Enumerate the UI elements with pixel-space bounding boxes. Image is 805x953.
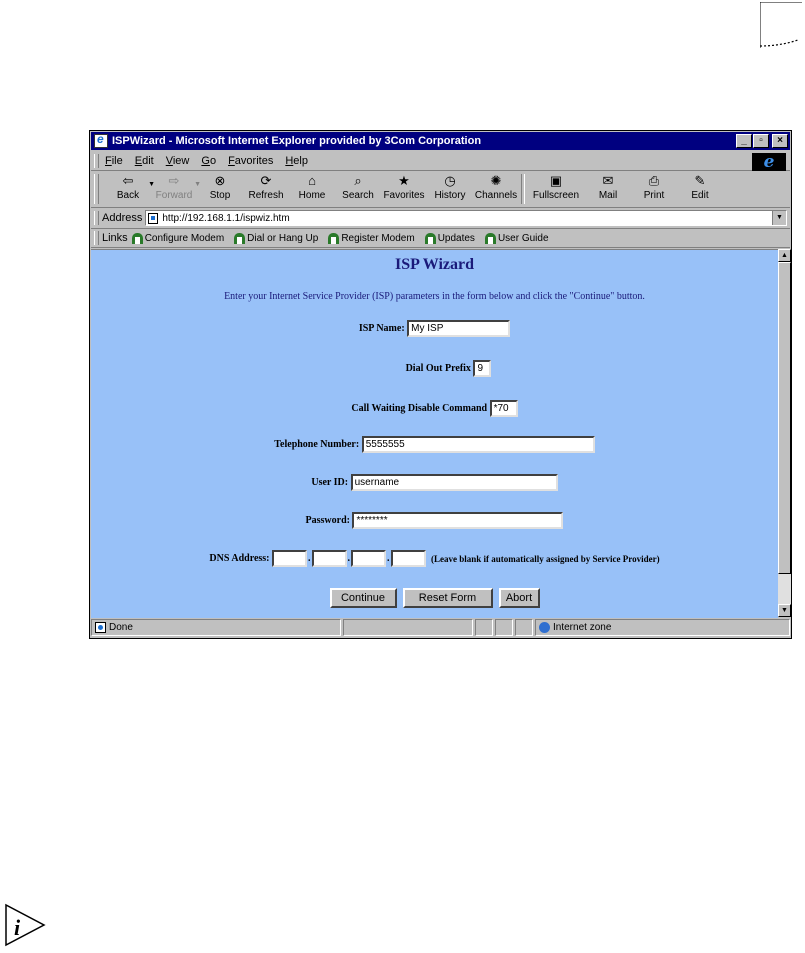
refresh-button[interactable] — [243, 171, 289, 201]
dns-note: (Leave blank if automatically assigned by Service Provider) — [431, 553, 660, 564]
menu-go[interactable]: Go — [201, 155, 217, 167]
instructions-text: Enter your Internet Service Provider (ISP) parameters in the form below and click the "Continue" button. — [224, 291, 645, 302]
page-content — [91, 249, 778, 618]
home-label: Home — [298, 190, 326, 201]
forward-dropdown-icon[interactable]: ▼ — [194, 181, 201, 188]
menu-favorites[interactable]: Favorites — [228, 155, 274, 167]
home-link-icon — [328, 233, 339, 244]
menu-view[interactable]: View — [165, 155, 190, 167]
home-link-icon — [425, 233, 436, 244]
toolbar-grip[interactable] — [94, 174, 99, 204]
dns-separator: . — [347, 553, 351, 564]
link-updates[interactable] — [425, 233, 475, 244]
link-register-modem[interactable] — [328, 233, 414, 244]
fullscreen-icon: ▣ — [549, 173, 563, 188]
channels-label: Channels — [474, 190, 518, 201]
status-text-cell — [91, 619, 341, 636]
favorites-icon: ★ — [398, 173, 410, 188]
home-icon: ⌂ — [308, 173, 316, 188]
password-row — [91, 512, 778, 529]
back-arrow-icon: ⇦ — [122, 173, 134, 188]
address-url[interactable]: http://192.168.1.1/ispwiz.htm — [162, 212, 290, 224]
page-icon — [148, 213, 158, 224]
dns-separator: . — [387, 553, 390, 564]
search-icon: ⌕ — [354, 173, 362, 188]
favorites-button[interactable] — [381, 171, 427, 201]
menu-edit[interactable]: Edit — [134, 155, 154, 167]
back-dropdown-icon[interactable]: ▼ — [148, 181, 155, 188]
menu-help[interactable]: Help — [285, 155, 308, 167]
scroll-up-icon[interactable]: ▲ — [778, 249, 791, 262]
link-label: Configure Modem — [144, 232, 225, 244]
abort-button[interactable]: Abort — [499, 588, 540, 608]
toolbar-separator — [521, 174, 525, 204]
svg-text:i: i — [14, 915, 21, 940]
status-bar — [91, 619, 790, 638]
forward-label: Forward — [155, 190, 193, 201]
status-cell — [475, 619, 493, 636]
form-buttons — [91, 588, 778, 608]
dns-octet-4-input[interactable] — [391, 550, 426, 567]
password-label: Password: — [305, 515, 350, 526]
dns-octet-1-input[interactable] — [272, 550, 307, 567]
status-cell — [495, 619, 513, 636]
link-label: Dial or Hang Up — [247, 232, 319, 244]
history-label: History — [434, 190, 466, 201]
dns-label: DNS Address: — [209, 553, 270, 564]
page-corner-mark — [760, 2, 802, 48]
history-icon: ◷ — [444, 173, 456, 188]
channels-icon: ✺ — [490, 173, 502, 188]
home-link-icon — [234, 233, 245, 244]
telephone-row — [91, 436, 778, 453]
status-text: Done — [109, 622, 133, 633]
mail-icon: ✉ — [602, 173, 614, 188]
dns-octet-2-input[interactable] — [312, 550, 347, 567]
minimize-button[interactable]: _ — [736, 134, 752, 148]
title-bar — [91, 132, 790, 150]
continue-button[interactable]: Continue — [330, 588, 397, 608]
info-note-icon — [4, 903, 48, 947]
home-link-icon — [132, 233, 143, 244]
search-label: Search — [342, 190, 374, 201]
password-input[interactable]: ******** — [352, 512, 563, 529]
user-id-label: User ID: — [311, 477, 349, 488]
address-label: Address — [102, 212, 143, 224]
stop-icon: ⊗ — [214, 173, 226, 188]
print-button[interactable] — [631, 171, 677, 201]
reset-form-button[interactable]: Reset Form — [403, 588, 493, 608]
ie-logo-icon: e — [752, 153, 786, 171]
dial-out-prefix-label: Dial Out Prefix — [405, 363, 471, 374]
dns-row — [91, 550, 778, 567]
close-button[interactable]: × — [772, 134, 788, 148]
link-label: User Guide — [497, 232, 549, 244]
link-label: Updates — [437, 232, 475, 244]
status-zone: Internet zone — [553, 622, 612, 633]
scroll-down-icon[interactable]: ▼ — [778, 604, 791, 617]
call-waiting-label: Call Waiting Disable Command — [351, 403, 488, 414]
mail-button[interactable] — [585, 171, 631, 201]
vertical-scrollbar[interactable] — [778, 249, 791, 617]
history-button[interactable] — [427, 171, 473, 201]
telephone-input[interactable]: 5555555 — [362, 436, 595, 453]
search-button[interactable] — [335, 171, 381, 201]
addressbar-grip[interactable] — [94, 211, 99, 225]
forward-button[interactable] — [151, 171, 201, 201]
menu-file[interactable]: File — [105, 155, 123, 167]
edit-button[interactable] — [677, 171, 723, 201]
refresh-label: Refresh — [248, 190, 284, 201]
print-label: Print — [643, 190, 665, 201]
link-user-guide[interactable] — [485, 233, 549, 244]
isp-name-input[interactable]: My ISP — [407, 320, 510, 337]
dns-octet-3-input[interactable] — [351, 550, 386, 567]
address-dropdown-icon[interactable]: ▼ — [772, 211, 786, 225]
user-id-input[interactable]: username — [351, 474, 558, 491]
scroll-thumb[interactable] — [778, 262, 791, 574]
dial-out-prefix-row — [91, 360, 778, 377]
mail-label: Mail — [598, 190, 618, 201]
channels-button[interactable] — [473, 171, 519, 201]
edit-icon: ✎ — [694, 173, 706, 188]
status-progress-cell — [343, 619, 473, 636]
back-button[interactable] — [105, 171, 155, 201]
back-label: Back — [116, 190, 140, 201]
address-bar — [91, 208, 790, 229]
window-title: ISPWizard - Microsoft Internet Explorer provided by 3Com Corporation — [112, 135, 482, 147]
link-label: Register Modem — [341, 232, 415, 244]
refresh-icon: ⟳ — [260, 173, 272, 188]
forward-arrow-icon: ⇨ — [168, 173, 180, 188]
maximize-button[interactable]: ▫ — [753, 134, 769, 148]
linksbar-grip[interactable] — [94, 231, 99, 245]
globe-icon — [539, 622, 550, 633]
isp-name-label: ISP Name: — [358, 323, 405, 334]
page-done-icon — [95, 622, 106, 633]
telephone-label: Telephone Number: — [274, 439, 360, 450]
dns-separator: . — [308, 553, 311, 564]
isp-name-row — [91, 320, 778, 337]
links-bar — [91, 229, 790, 248]
link-dial-or-hang-up[interactable] — [234, 233, 318, 244]
status-cell — [515, 619, 533, 636]
edit-label: Edit — [691, 190, 709, 201]
home-button[interactable] — [289, 171, 335, 201]
stop-button[interactable] — [197, 171, 243, 201]
standard-toolbar — [91, 171, 790, 208]
dial-out-prefix-input[interactable]: 9 — [473, 360, 491, 377]
menubar-grip[interactable] — [94, 154, 99, 168]
menu-bar — [91, 152, 790, 171]
links-label: Links — [102, 232, 128, 244]
home-link-icon — [485, 233, 496, 244]
print-icon: ⎙ — [648, 173, 660, 188]
browser-window — [89, 130, 792, 639]
ie-window-icon[interactable] — [94, 134, 108, 148]
fullscreen-button[interactable] — [527, 171, 585, 201]
link-configure-modem[interactable] — [132, 233, 224, 244]
fullscreen-label: Fullscreen — [532, 190, 580, 201]
favorites-label: Favorites — [383, 190, 425, 201]
address-input[interactable] — [145, 210, 787, 226]
stop-label: Stop — [209, 190, 231, 201]
call-waiting-row — [91, 400, 778, 417]
status-zone-cell — [535, 619, 790, 636]
user-id-row — [91, 474, 778, 491]
page-title: ISP Wizard — [395, 256, 474, 273]
call-waiting-input[interactable]: *70 — [490, 400, 518, 417]
